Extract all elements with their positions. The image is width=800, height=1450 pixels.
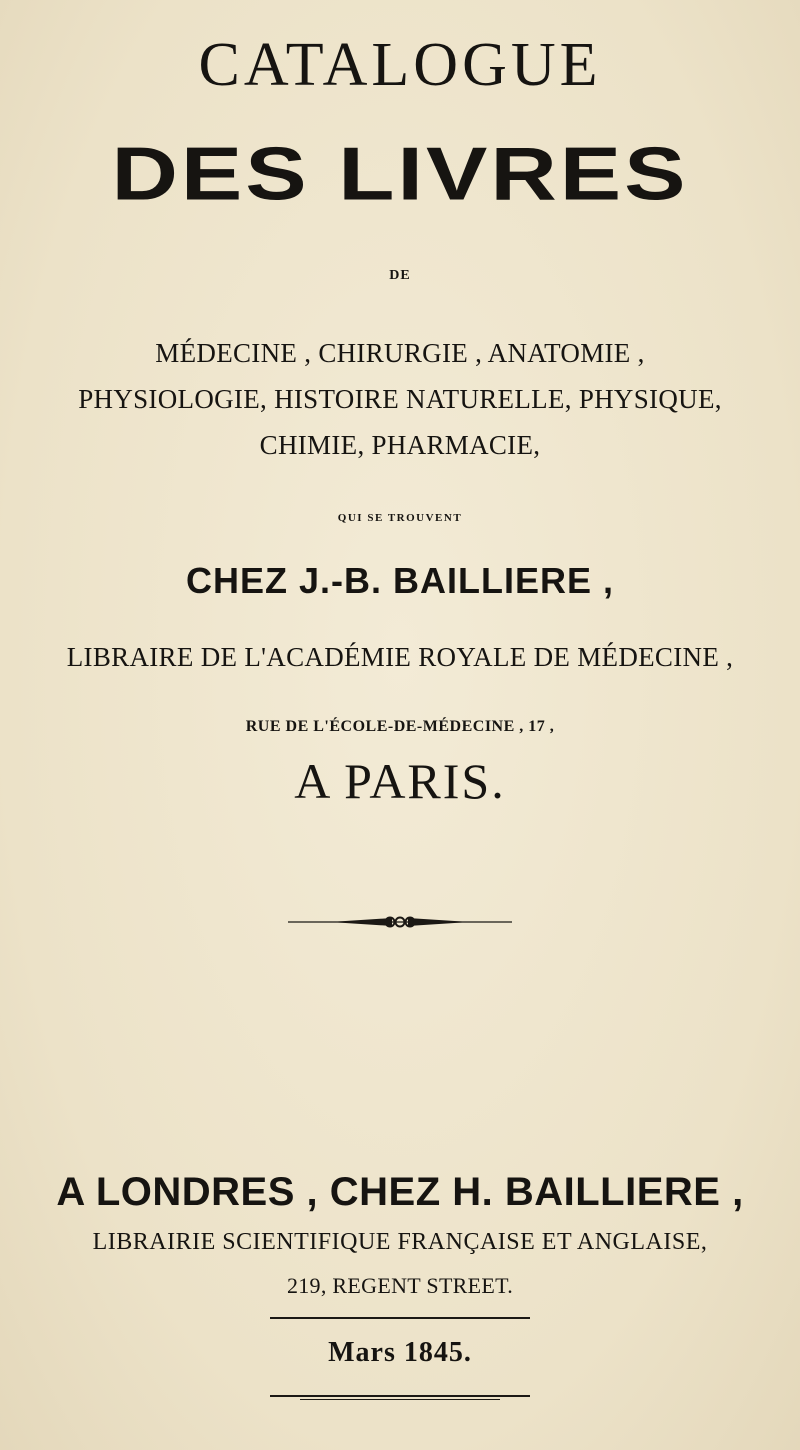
title-des-livres: DES LIVRES (111, 132, 689, 216)
publisher-london-name: A LONDRES , CHEZ H. BAILLIERE , (56, 1170, 744, 1214)
publication-date: Mars 1845. (328, 1337, 472, 1368)
subjects-line-2: PHYSIOLOGIE, HISTOIRE NATURELLE, PHYSIQUE, (78, 384, 722, 414)
title-de: DE (389, 268, 411, 283)
rule-top (270, 1317, 530, 1319)
ornament-divider (0, 912, 800, 932)
publisher-paris-address: RUE DE L'ÉCOLE-DE-MÉDECINE , 17 , (245, 718, 555, 735)
publisher-london-address: 219, REGENT STREET. (286, 1273, 514, 1298)
publisher-paris-title: LIBRAIRE DE L'ACADÉMIE ROYALE DE MÉDECINE , (66, 642, 734, 672)
rule-bottom (270, 1395, 530, 1397)
subjects-line-3: CHIMIE, PHARMACIE, (259, 430, 541, 460)
publisher-paris-name: CHEZ J.-B. BAILLIERE , (185, 560, 615, 601)
publisher-london-title: LIBRAIRIE SCIENTIFIQUE FRANÇAISE ET ANGLAISE, (92, 1229, 708, 1255)
title-catalogue: CATALOGUE (198, 31, 602, 99)
qui-se-trouvent: QUI SE TROUVENT (337, 512, 463, 524)
publisher-paris-city: A PARIS. (294, 753, 506, 809)
rule-bottom-thin (300, 1399, 500, 1400)
subjects-line-1: MÉDECINE , CHIRURGIE , ANATOMIE , (155, 338, 645, 368)
